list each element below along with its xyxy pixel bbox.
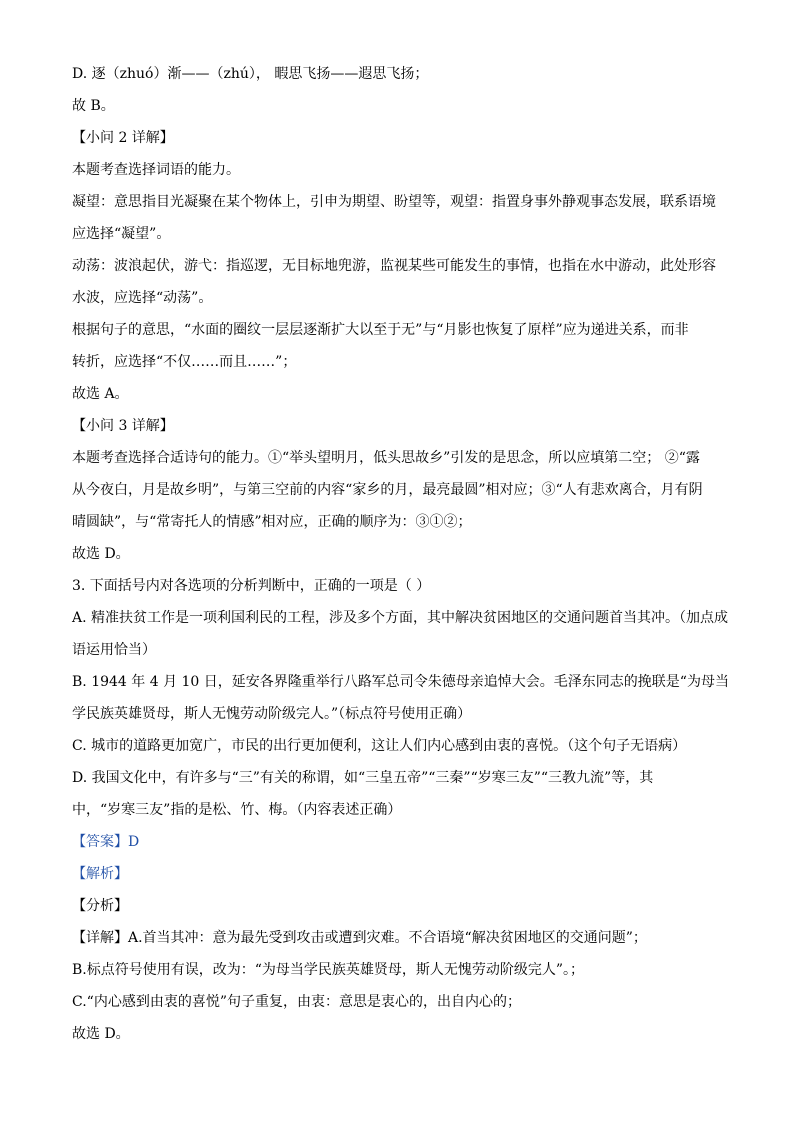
option-b-cont: 学民族英雄贤母，斯人无愧劳动阶级完人。”（标点符号使用正确） [72,706,472,722]
text-line: 故选 D。 [72,546,130,562]
text-line: 凝望：意思指目光凝聚在某个物体上，引申为期望、盼望等，观望：指置身事外静观事态发展，联系语境 [72,194,716,210]
option-a: A. 精准扶贫工作是一项利国利民的工程，涉及多个方面，其中解决贫困地区的交通问题首当其冲。（加点成 [72,610,729,626]
text-line: 动荡：波浪起伏，游弋：指巡逻，无目标地兜游，监视某些可能发生的事情，也指在水中游动，此处形容 [72,258,716,274]
text-line: 水波，应选择“动荡”。 [72,290,213,306]
section-heading: 【小问 2 详解】 [72,130,174,146]
text-line: 根据句子的意思，“水面的圈纹一层层逐渐扩大以至于无”与“月影也恢复了原样”应为递进关系，而非 [72,322,689,338]
text-line: 晴圆缺”，与“常寄托人的情感”相对应，正确的顺序为：③①②； [72,514,472,530]
section-heading: 【分析】 [72,898,128,914]
question-stem: 3. 下面括号内对各选项的分析判断中，正确的一项是（ ） [72,578,431,594]
text-line: 转折，应选择“不仅……而且……”； [72,354,297,370]
option-d: D. 我国文化中，有许多与“三”有关的称谓，如“三皇五帝”“三秦”“岁寒三友”“三教九流”等，其 [72,770,654,786]
text-line: 【详解】A.首当其冲：意为最先受到攻击或遭到灾难。不合语境“解决贫困地区的交通问题”； [72,930,647,946]
option-a-cont: 语运用恰当） [72,642,156,658]
document-body [72,58,732,1050]
text-line: 应选择“凝望”。 [72,226,171,242]
text-line: D. 逐（zhuó）渐——（zhú）， 暇思飞扬——遐思飞扬； [72,66,429,82]
text-line: 故 B。 [72,98,115,114]
option-d-cont: 中，“岁寒三友”指的是松、竹、梅。（内容表述正确） [72,802,402,818]
option-c: C. 城市的道路更加宽广，市民的出行更加便利，这让人们内心感到由衷的喜悦。（这个句子无语病） [72,738,687,754]
answer-label: 【答案】D [72,834,140,850]
text-line: 本题考查选择词语的能力。 [72,162,240,178]
text-line: 故选 A。 [72,386,129,402]
option-b: B. 1944 年 4 月 10 日，延安各界隆重举行八路军总司令朱德母亲追悼大会。毛泽东同志的挽联是“为母当 [72,674,729,690]
text-line: 故选 D。 [72,1026,130,1042]
text-line: B.标点符号使用有误，改为：“为母当学民族英雄贤母，斯人无愧劳动阶级完人”。； [72,962,585,978]
section-heading: 【小问 3 详解】 [72,418,174,434]
text-line: C.“内心感到由衷的喜悦”句子重复，由衷：意思是衷心的，出自内心的； [72,994,521,1010]
text-line: 本题考查选择合适诗句的能力。①“举头望明月，低头思故乡”引发的是思念，所以应填第二空； ②“露 [72,450,700,466]
analysis-label: 【解析】 [72,866,128,882]
text-line: 从今夜白，月是故乡明”，与第三空前的内容“家乡的月，最亮最圆”相对应；③“人有悲欢离合，月有阴 [72,482,703,498]
